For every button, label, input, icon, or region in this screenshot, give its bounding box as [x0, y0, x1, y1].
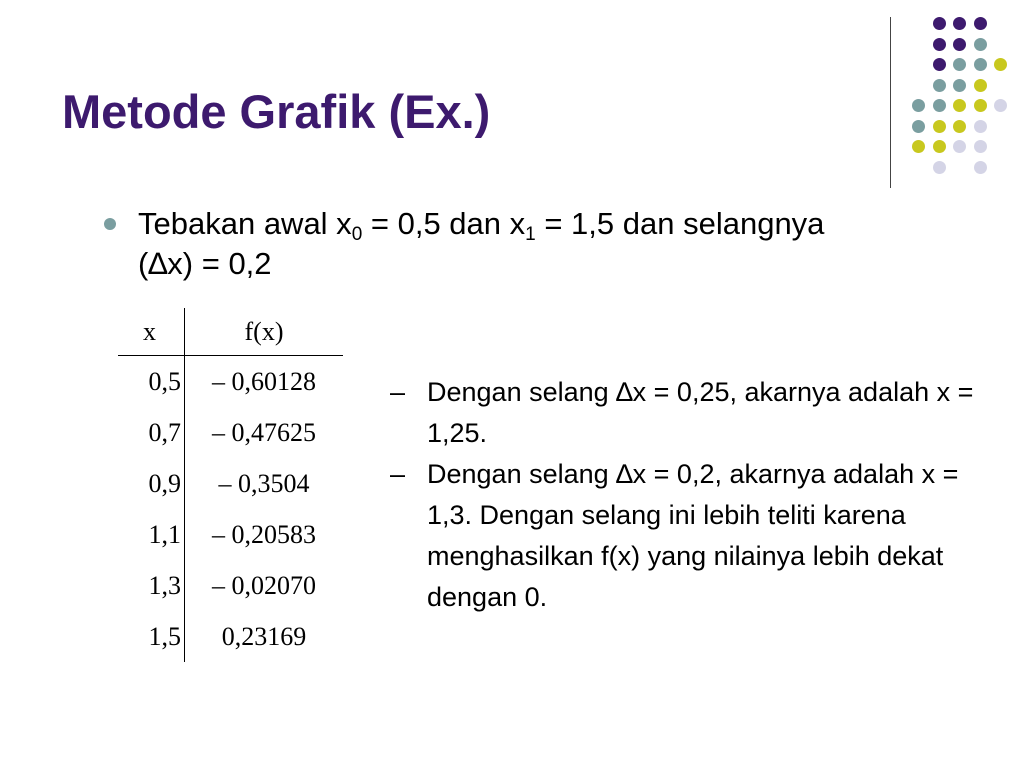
decorative-dot: [953, 17, 966, 30]
sub-bullet-list: [390, 372, 990, 618]
decorative-dot: [974, 161, 987, 174]
decorative-dot: [933, 140, 946, 153]
decorative-dot: [953, 99, 966, 112]
decorative-dot: [933, 79, 946, 92]
table-row: [118, 407, 343, 458]
decorative-dot: [933, 38, 946, 51]
table-row: [118, 509, 343, 560]
decorative-dot: [912, 99, 925, 112]
slide-title: Metode Grafik (Ex.): [62, 85, 491, 138]
decorative-dot: [933, 17, 946, 30]
cell-x: 1,3: [118, 560, 185, 611]
header-x: x: [118, 308, 185, 356]
decorative-dot: [953, 38, 966, 51]
decorative-dot: [974, 58, 987, 71]
table-row: [118, 356, 343, 408]
decorative-dot: [933, 161, 946, 174]
decorative-dot: [994, 99, 1007, 112]
values-table-container: [118, 308, 343, 662]
decorative-dot: [912, 120, 925, 133]
sub-bullet-text: Dengan selang ∆x = 0,25, akarnya adalah x = 1,25.: [427, 377, 974, 449]
decorative-dot: [953, 79, 966, 92]
decorative-dot: [912, 140, 925, 153]
decorative-dot: [994, 58, 1007, 71]
cell-fx: – 0,20583: [212, 519, 316, 549]
decorative-divider-line: [890, 17, 891, 188]
cell-fx: 0,23169: [221, 621, 307, 651]
cell-x: 0,7: [118, 407, 185, 458]
cell-x: 0,9: [118, 458, 185, 509]
cell-fx: – 0,3504: [218, 468, 310, 498]
decorative-dot: [974, 17, 987, 30]
dash-bullet-icon: –: [390, 377, 406, 407]
decorative-dot: [933, 99, 946, 112]
list-item: [390, 454, 990, 618]
bullet-subscript-1: 1: [525, 224, 536, 245]
cell-x: 0,5: [118, 356, 185, 408]
list-item: [390, 372, 990, 454]
bullet-text-part1: Tebakan awal x: [138, 206, 352, 241]
decorative-dot: [933, 58, 946, 71]
values-table: [118, 308, 343, 662]
header-fx: f(x): [185, 308, 344, 356]
decorative-dot: [933, 120, 946, 133]
bullet-subscript-0: 0: [351, 224, 363, 245]
decorative-dot: [974, 38, 987, 51]
decorative-dot: [974, 79, 987, 92]
dash-bullet-icon: –: [390, 459, 406, 490]
bullet-text-part3: = 1,5 dan selangnya (∆x) = 0,2: [138, 206, 825, 281]
table-header-row: [118, 308, 343, 356]
cell-fx: – 0,60128: [212, 366, 316, 396]
decorative-dot: [953, 140, 966, 153]
sub-bullet-text: Dengan selang ∆x = 0,2, akarnya adalah x = 1,3. Dengan selang ini lebih teliti karena menghasilkan f(x) yang nilainya lebih dekat dengan 0.: [427, 459, 959, 613]
decorative-dot: [974, 120, 987, 133]
bullet-text-part2: = 0,5 dan x: [362, 206, 526, 241]
cell-x: 1,1: [118, 509, 185, 560]
cell-x: 1,5: [118, 611, 185, 662]
decorative-dot: [974, 140, 987, 153]
cell-fx: – 0,02070: [212, 570, 316, 600]
decorative-dot: [953, 120, 966, 133]
decorative-dot: [974, 99, 987, 112]
bullet-icon: [104, 218, 116, 230]
cell-fx: – 0,47625: [212, 417, 316, 447]
table-row: [118, 458, 343, 509]
table-row: [118, 611, 343, 662]
decorative-dot: [953, 58, 966, 71]
main-bullet-text: [138, 204, 878, 283]
table-row: [118, 560, 343, 611]
